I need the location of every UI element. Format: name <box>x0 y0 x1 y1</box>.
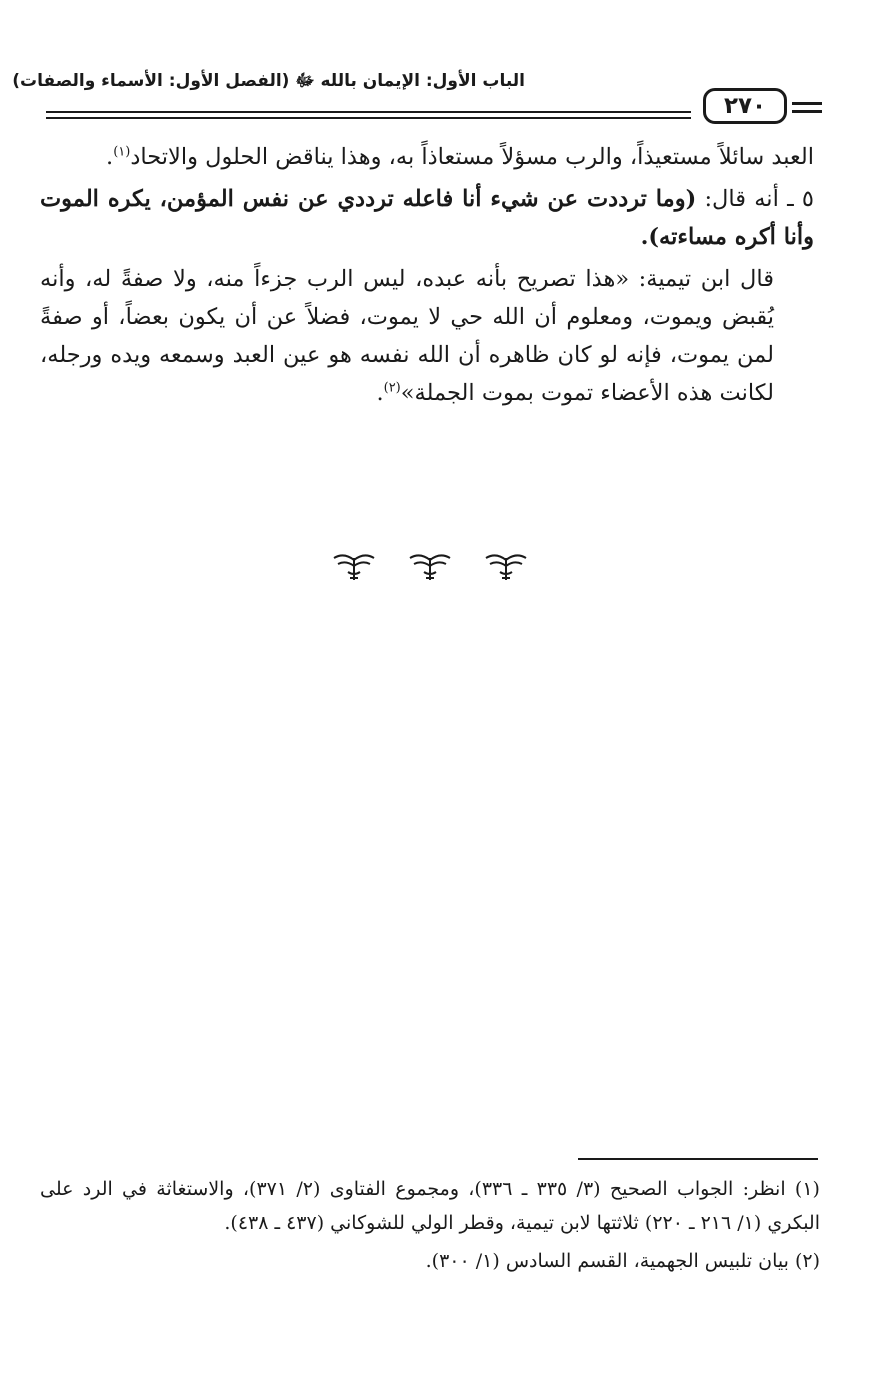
header-title: الباب الأول: الإيمان بالله ﷻ (الفصل الأول: الأسماء والصفات) <box>12 71 525 91</box>
section-divider <box>330 548 530 584</box>
footnote-separator <box>578 1158 818 1160</box>
hadith-quote: (وما ترددت عن شيء أنا فاعله ترددي عن نفس المؤمن، يكره الموت وأنا أكره مساءته). <box>40 186 814 250</box>
paragraph-continuation: العبد سائلاً مستعيذاً، والرب مسؤلاً مستعاذاً به، وهذا يناقض الحلول والاتحاد$^{(١)}$. <box>106 144 814 170</box>
footnote-ref-1[interactable]: (١) <box>113 144 131 160</box>
floral-divider-icon <box>482 548 530 584</box>
page-number: ٢٧٠ <box>703 88 787 124</box>
running-header <box>12 64 820 134</box>
footnote-text: بيان تلبيس الجهمية، القسم السادس (١/ ٣٠٠). <box>425 1250 789 1272</box>
footnote-ref-2[interactable]: (٢) <box>383 380 401 396</box>
footnote-number: (١) <box>794 1178 820 1200</box>
footnote-2 <box>40 1244 820 1278</box>
header-rule-double <box>46 117 691 119</box>
footnote-number: (٢) <box>794 1250 820 1272</box>
item-lead: أنه قال: <box>704 186 779 212</box>
item-number: ٥ ـ <box>787 186 814 212</box>
main-text <box>40 138 814 416</box>
page-number-dash <box>792 102 822 105</box>
footnote-1 <box>40 1172 820 1240</box>
footnote-text: انظر: الجواب الصحيح (٣/ ٣٣٥ ـ ٣٣٦)، ومجموع الفتاوى (٢/ ٣٧١)، والاستغاثة في الرد على البكري (١/ ٢١٦ ـ ٢٢٠) ثلاثتها لابن تيمية، وقطر الولي للشوكاني (٤٣٧ ـ ٤٣٨). <box>40 1178 820 1234</box>
header-rule <box>46 111 691 113</box>
footnotes <box>40 1172 820 1282</box>
list-item-5 <box>40 180 814 256</box>
floral-divider-icon <box>406 548 454 584</box>
floral-divider-icon <box>330 548 378 584</box>
page-number-dash <box>792 110 822 113</box>
ibn-taymiyyah-quote: قال ابن تيمية: «هذا تصريح بأنه عبده، ليس الرب جزءاً منه، ولا صفةً له، وأنه يُقبض ويموت، ومعلوم أن الله حي لا يموت، فضلاً عن أن يكون بعضاً، أو صفةً لمن يموت، فإنه لو كان ظاهره أن الله نفسه هو عين العبد وسمعه ويده ورجله، لكانت هذه الأعضاء تموت بموت الجملة»$^{(٢)}$. <box>40 266 774 406</box>
